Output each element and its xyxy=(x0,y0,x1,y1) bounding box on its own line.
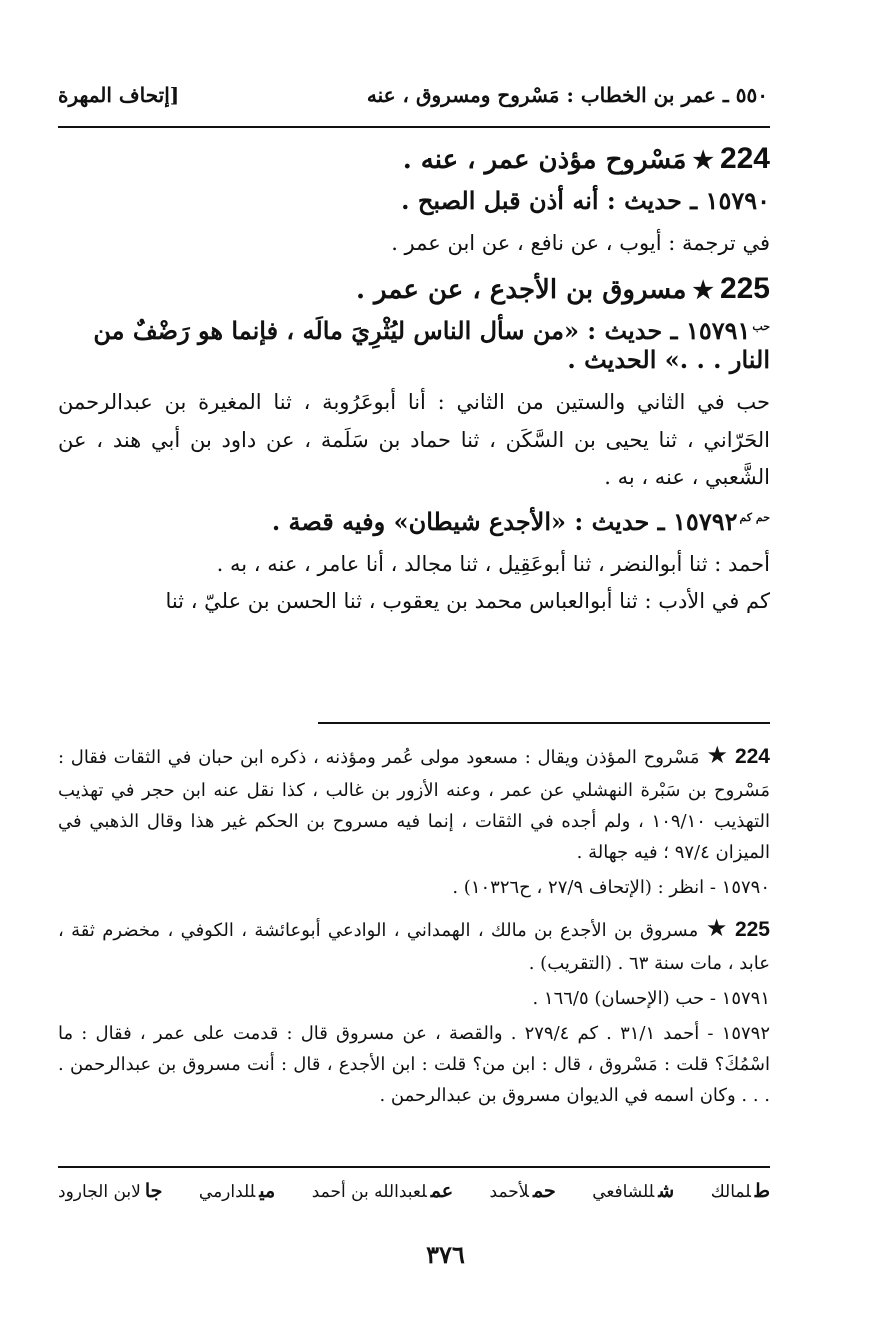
hadith-15792-text-hakim: كم في الأدب : ثنا أبوالعباس محمد بن يعقوب ، ثنا الحسن بن عليّ ، ثنا xyxy=(165,588,770,613)
page-number: ٣٧٦ xyxy=(426,1240,465,1269)
running-header xyxy=(58,78,768,112)
hadith-15790-text: في ترجمة : أيوب ، عن نافع ، عن ابن عمر . xyxy=(391,231,770,255)
abbreviation-key xyxy=(58,1180,770,1202)
footnote-15790: ١٥٧٩٠ - انظر : (الإتحاف ٢٧/٩ ، ح١٠٣٢٦) . xyxy=(452,877,770,899)
key-item: ميللدارمي xyxy=(198,1180,276,1202)
footnote-text: مَسْروح المؤذن ويقال : مسعود مولى عُمر ومؤذنه ، ذكره ابن حبان في الثقات فقال : مَسْروح بن سَبْرة النهشلي عن عمر ، وعنه الأزور بن غالب ، كذا نقل عنه ابن حجر في تهذيب التهذيب ١٠٩/١٠ ، ولم أجده في الثقات ، إنما فيه مسروح بن الحكم غير هذا وقال الذهبي في الميزان ٩٧/٤ ؛ فيه جهالة . xyxy=(58,747,770,864)
hadith-title: ١٥٧٩١ ـ حديث : «من سأل الناس ليُثْرِيَ مالَه ، فإنما هو رَضْفٌ من النار . . .» الحديث . xyxy=(93,316,770,375)
footnote-15792: ١٥٧٩٢ - أحمد ٣١/١ . كم ٢٧٩/٤ . والقصة ، عن مسروق قال : قدمت على عمر ، فقال : ما اسْمُكَ؟ قلت : مَسْروق ، قال : ابن من؟ قلت : ابن الأجدع ، قال : أنت مسروق بن عبدالرحمن . . . . وكان اسمه في الديوان مسروق بن عبدالرحمن . xyxy=(58,1023,771,1107)
hadith-15792-heading xyxy=(58,507,770,536)
footnote-number: 225 xyxy=(734,918,770,942)
hadith-15791-text: حب في الثاني والستين من الثاني : أنا أبوعَرُوبة ، ثنا المغيرة بن عبدالرحمن الحَرّاني ، ثنا يحيى بن السَّكَن ، ثنا حماد بن سَلَمة ، عن داود بن أبي هند ، عن الشَّعبي ، عنه ، به . xyxy=(58,390,770,490)
source-sigla: حم كم xyxy=(739,510,770,524)
main-text xyxy=(58,138,770,630)
key-item: عملعبدالله بن أحمد xyxy=(311,1180,454,1202)
footnote-225 xyxy=(58,908,770,980)
source-sigla: حب xyxy=(752,320,770,334)
entry-title: مَسْروح مؤذن عمر ، عنه . xyxy=(402,145,687,175)
star-icon: ★ xyxy=(704,914,729,943)
entry-number: 225 xyxy=(719,272,770,306)
header-book-name: [إتحاف المهرة xyxy=(58,83,180,107)
key-item: شللشافعي xyxy=(592,1180,675,1202)
hadith-15792-text-ahmad: أحمد : ثنا أبوالنضر ، ثنا أبوعَقِيل ، ثنا مجالد ، أنا عامر ، عنه ، به . xyxy=(216,551,770,576)
footnotes xyxy=(58,735,770,1116)
key-rule xyxy=(58,1166,770,1168)
entry-title: مسروق بن الأجدع ، عن عمر . xyxy=(355,275,687,306)
star-icon: ★ xyxy=(692,145,714,174)
star-icon: ★ xyxy=(692,275,714,305)
key-item: طلمالك xyxy=(710,1180,770,1202)
header-rule xyxy=(58,126,770,128)
footnote-rule xyxy=(318,722,770,724)
footnote-224 xyxy=(58,735,770,869)
hadith-15791-heading xyxy=(58,316,770,374)
entry-225-heading xyxy=(58,272,770,306)
header-title: ٥٥٠ ـ عمر بن الخطاب : مَسْروح ومسروق ، عنه xyxy=(366,83,768,107)
star-icon: ★ xyxy=(705,741,729,769)
hadith-title: ١٥٧٩٢ ـ حديث : «الأجدع شيطان» وفيه قصة . xyxy=(271,506,738,536)
footnote-number: 224 xyxy=(734,745,770,768)
entry-224-heading xyxy=(58,142,770,176)
key-item: حملأحمد xyxy=(489,1180,556,1202)
footnote-15791: ١٥٧٩١ - حب (الإحسان) ١٦٦/٥ . xyxy=(532,988,770,1010)
key-item: جالابن الجارود xyxy=(58,1180,163,1202)
hadith-15790-heading: ١٥٧٩٠ ـ حديث : أنه أذن قبل الصبح . xyxy=(401,186,770,215)
entry-number: 224 xyxy=(719,142,770,175)
footnote-text: مسروق بن الأجدع بن مالك ، الهمداني ، الوادعي أبوعائشة ، الكوفي ، مخضرم ثقة ، عابد ، مات سنة ٦٣ . (التقريب) . xyxy=(58,920,770,975)
